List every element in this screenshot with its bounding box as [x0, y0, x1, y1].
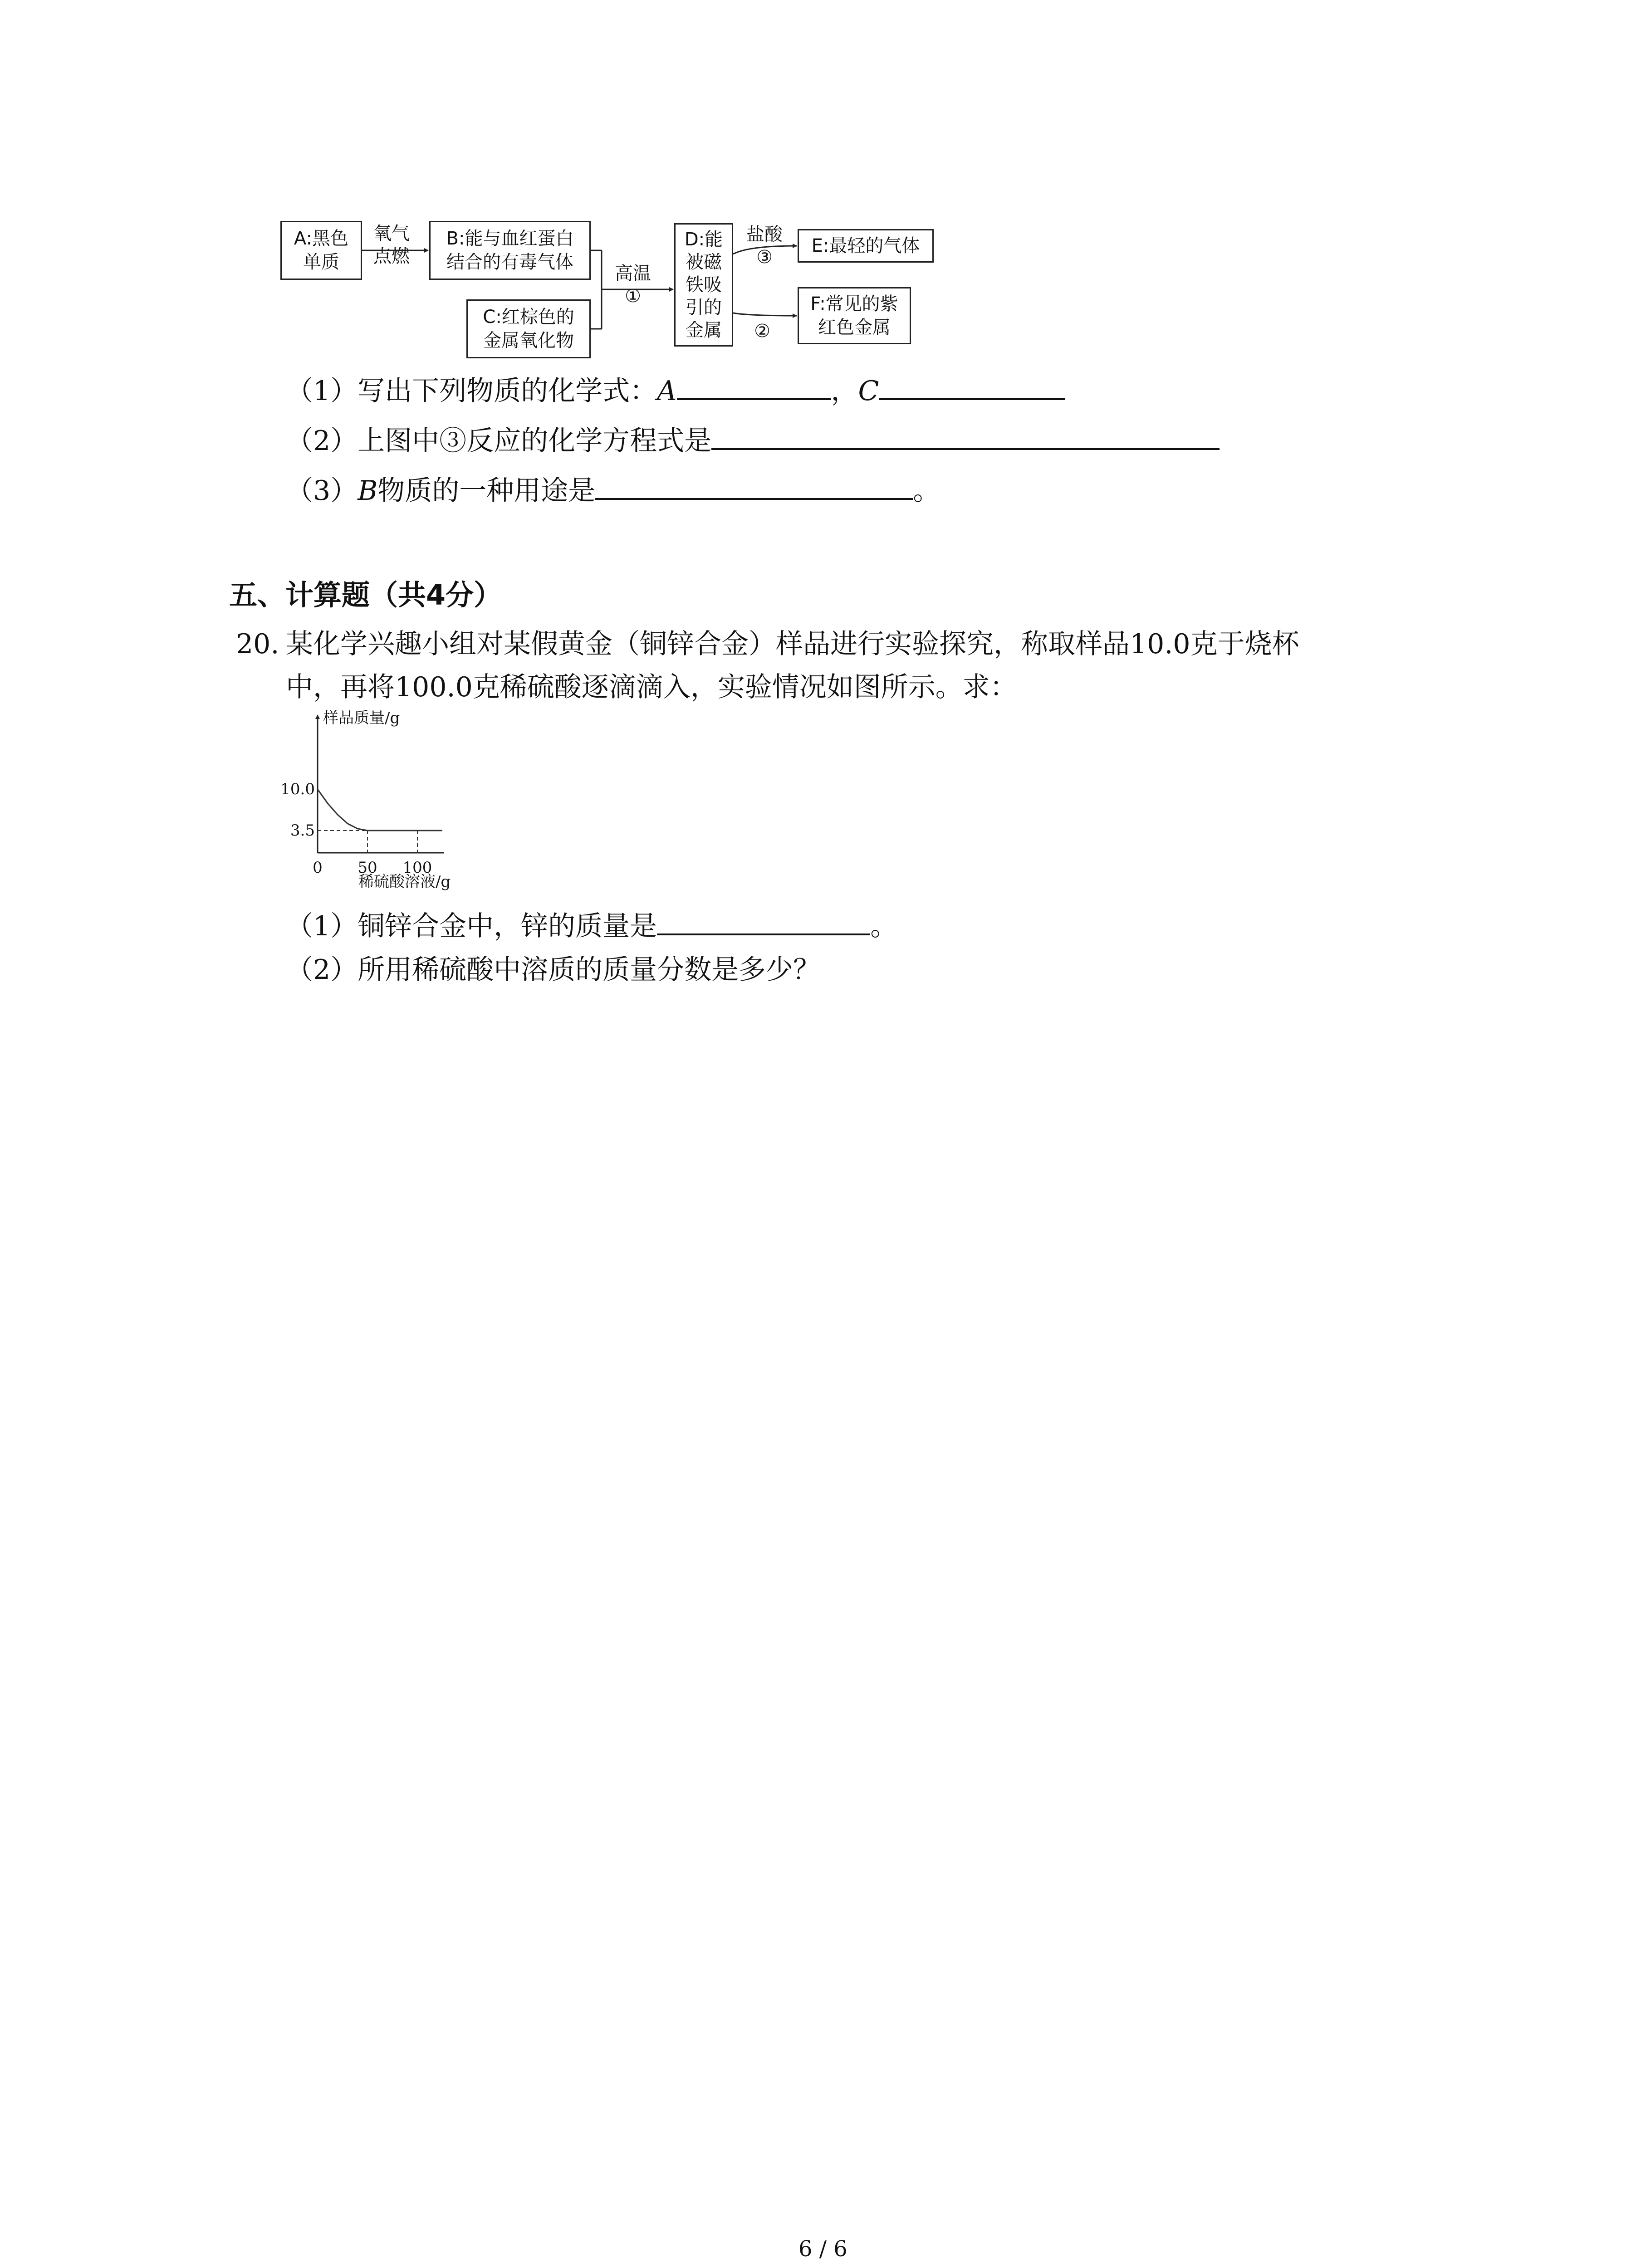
y-axis-label: 样品质量/g [323, 709, 400, 727]
q20-line2: 中，再将100.0克稀硫酸逐滴滴入，实验情况如图所示。求： [286, 671, 1017, 703]
answer-line-a[interactable] [677, 372, 831, 400]
answer-line-use[interactable] [595, 472, 913, 500]
box-f: F:常见的紫 红色金属 [798, 287, 911, 344]
box-a: A:黑色 单质 [280, 221, 362, 280]
box-c: C:红棕色的 金属氧化物 [466, 299, 591, 358]
mass-chart [268, 708, 481, 907]
y-tick-label: 3.5 [290, 821, 315, 840]
answer-line-c[interactable] [879, 372, 1065, 400]
page-number: 6 / 6 [798, 2236, 847, 2262]
q20-line1: 某化学兴趣小组对某假黄金（铜锌合金）样品进行实验探究，称取样品10.0克于烧杯 [286, 628, 1299, 660]
q19-sub1: （1）写出下列物质的化学式：A ，C [286, 372, 1065, 409]
q20-sub1: （1）铜锌合金中，锌的质量是 。 [286, 907, 897, 944]
box-e: E:最轻的气体 [798, 229, 934, 263]
x-tick-label: 50 [358, 859, 377, 877]
section-5-title: 五、计算题（共4分） [229, 578, 502, 611]
y-tick-label: 10.0 [280, 780, 315, 798]
x-tick-label: 0 [313, 859, 323, 877]
x-axis-label: 稀硫酸溶液/g [358, 873, 451, 891]
answer-line-equation[interactable] [711, 422, 1220, 450]
label-two: ② [754, 321, 770, 342]
box-b: B:能与血红蛋白 结合的有毒气体 [429, 221, 591, 280]
label-hcl: 盐酸 ③ [746, 224, 783, 268]
q20-sub2: （2）所用稀硫酸中溶质的质量分数是多少？ [286, 954, 821, 986]
label-oxygen-ignite: 氧气 点燃 [373, 223, 410, 267]
q19-sub3: （3）B物质的一种用途是 。 [286, 472, 940, 509]
label-high-temp: 高温 ① [615, 263, 651, 307]
q19-sub2: （2）上图中③反应的化学方程式是 [286, 422, 1220, 459]
x-tick-label: 100 [402, 859, 432, 877]
answer-line-zinc-mass[interactable] [657, 907, 870, 935]
series-line [318, 789, 442, 831]
diagram-arrows [0, 0, 1641, 408]
box-d: D:能 被磁 铁吸 引的 金属 [674, 223, 733, 347]
q20-number: 20. [236, 628, 279, 660]
